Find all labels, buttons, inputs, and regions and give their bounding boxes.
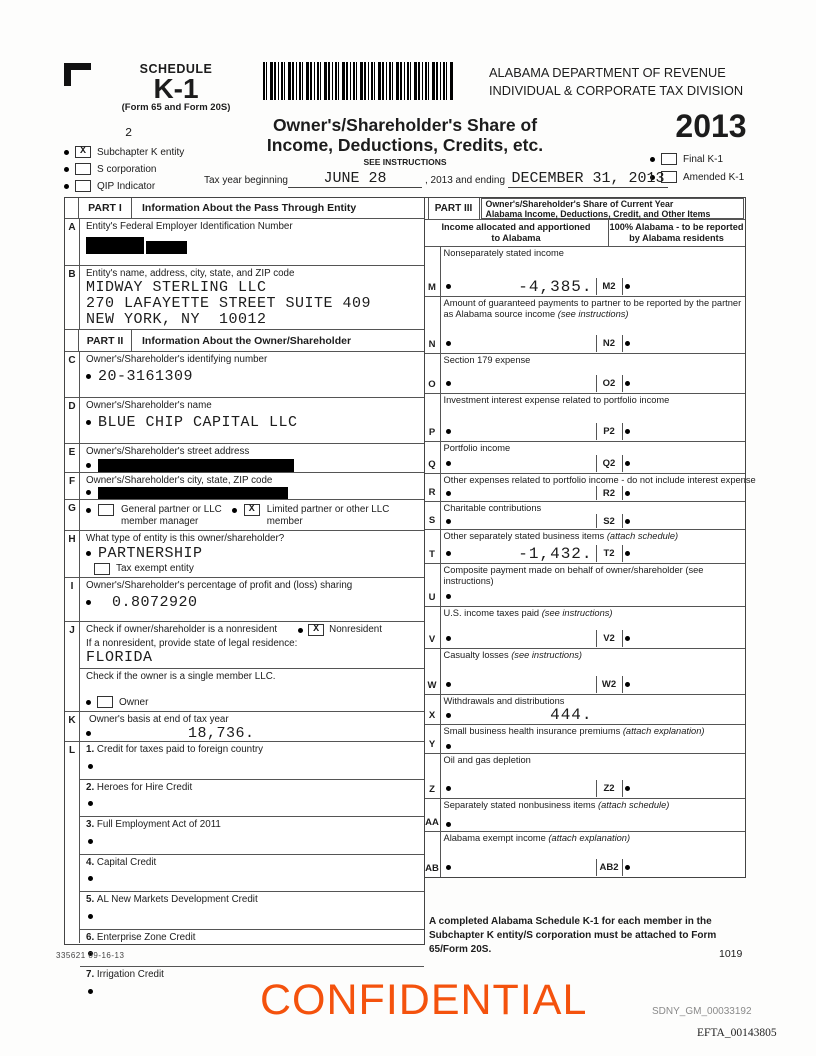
schedule-number: K-1 <box>153 73 199 104</box>
checkbox-icon <box>75 163 91 175</box>
entity-type-checkboxes <box>64 146 184 192</box>
row-desc: Oil and gas depletion <box>443 755 531 765</box>
part3-row-o: O Section 179 expense O2 <box>425 354 745 394</box>
bullet-icon <box>232 508 237 513</box>
part3-row-s: S Charitable contributions S2 <box>425 502 745 530</box>
bullet-icon <box>625 865 630 870</box>
checkbox-icon <box>98 504 114 516</box>
see-instructions: SEE INSTRUCTIONS <box>363 157 447 167</box>
part3-column-headers: Income allocated and apportioned to Alabama 100% Alabama - to be reported by Alabama residents <box>425 220 745 247</box>
row-desc: Amount of guaranteed payments to partner to be reported by the partner as Alabama source income (see instructions) <box>443 298 742 319</box>
checkbox-final-k1: Final K-1 <box>650 153 744 165</box>
part2-header: PART II Information About the Owner/Shareholder <box>65 330 424 352</box>
tax-year-end-value: DECEMBER 31, 2013 <box>508 171 668 188</box>
part3-row-u: U Composite payment made on behalf of owner/shareholder (see instructions) <box>425 564 745 607</box>
bullet-icon <box>446 786 451 791</box>
field-l-credits: L 1. Credit for taxes paid to foreign country 2. Heroes for Hire Credit 3. Full Employment Act of 2011 4. Capital Credit 5. AL New Markets Development Credit 6. Enterprise Zone Credit 7. Irrigation Credit <box>65 742 424 943</box>
bullet-icon <box>650 157 655 162</box>
part3-panel <box>425 197 756 878</box>
print-form-code: 335621 09-16-13 <box>56 951 125 960</box>
part3-row-aa: AA Separately stated nonbusiness items (attach schedule) <box>425 799 745 832</box>
agency-header <box>489 64 743 100</box>
checkbox-icon: X <box>75 146 91 158</box>
bullet-icon <box>86 731 91 736</box>
agency-line2: INDIVIDUAL & CORPORATE TAX DIVISION <box>489 83 744 98</box>
bullet-icon <box>446 594 451 599</box>
part3-row-t: T Other separately stated business items (attach schedule) -1,432. T2 <box>425 530 745 564</box>
redaction-box <box>98 487 288 499</box>
part3-row-w: W Casualty losses (see instructions) W2 <box>425 649 745 695</box>
checkbox-icon <box>75 180 91 192</box>
owner-entity-type: PARTNERSHIP <box>98 544 203 562</box>
limited-partner-option: X Limited partner or other LLC member <box>232 504 390 528</box>
form-note: (Form 65 and Form 20S) <box>121 102 231 113</box>
row-desc: Withdrawals and distributions <box>443 696 565 706</box>
form-title: Owner's/Shareholder's Share of Income, Deductions, Credits, etc. <box>266 115 544 155</box>
profit-loss-percentage: 0.8072920 <box>112 593 198 611</box>
row-value: -4,385. <box>518 277 593 296</box>
field-b-entity-name-address: B Entity's name, address, city, state, and ZIP code MIDWAY STERLING LLC 270 LAFAYETTE STREET SUITE 409 NEW YORK, NY 10012 <box>65 266 424 330</box>
row-desc: Other separately stated business items (attach schedule) <box>443 531 679 541</box>
checkbox-amended-k1: Amended K-1 <box>650 171 744 183</box>
row-desc: Casualty losses (see instructions) <box>443 650 582 660</box>
tax-year-mid: , 2013 and ending <box>424 175 506 186</box>
part3-row-p: P Investment interest expense related to portfolio income P2 <box>425 394 745 442</box>
barcode <box>263 62 453 100</box>
row-desc: Section 179 expense <box>443 355 531 365</box>
bullet-icon <box>446 491 451 496</box>
part3-row-r: R Other expenses related to portfolio income - do not include interest expense R2 <box>425 474 745 502</box>
bullet-icon <box>446 865 451 870</box>
entity-address: 270 LAFAYETTE STREET SUITE 409 <box>86 294 372 312</box>
part3-row-x: X Withdrawals and distributions 444. <box>425 695 745 725</box>
page-indicator: 2 <box>125 126 133 140</box>
schedule-block <box>118 62 234 113</box>
part3-row-v: V U.S. income taxes paid (see instructions) V2 <box>425 607 745 649</box>
row-desc: Alabama exempt income (attach explanation) <box>443 833 631 843</box>
bullet-icon <box>88 914 93 919</box>
bullet-icon <box>625 381 630 386</box>
part1-header: PART I Information About the Pass Through Entity <box>65 198 424 219</box>
owner-name: BLUE CHIP CAPITAL LLC <box>98 413 298 431</box>
bullet-icon <box>625 519 630 524</box>
field-h-entity-type: H What type of entity is this owner/shareholder? PARTNERSHIP Tax exempt entity <box>65 531 424 578</box>
bullet-icon <box>625 461 630 466</box>
credit-item: 4. Capital Credit <box>80 854 424 892</box>
row-desc: Nonseparately stated income <box>443 248 564 258</box>
bullet-icon <box>88 839 93 844</box>
owner-basis-value: 18,736. <box>188 724 255 742</box>
bullet-icon <box>446 744 451 749</box>
bullet-icon <box>625 682 630 687</box>
row-value: -1,432. <box>518 544 593 563</box>
bates-number-sdny: SDNY_GM_00033192 <box>652 1006 752 1017</box>
credit-item: 6. Enterprise Zone Credit <box>80 929 424 967</box>
bullet-icon <box>64 184 69 189</box>
field-j-nonresident: J Check if owner/shareholder is a nonresident X Nonresident If a nonresident, provide state of legal residence: FLORIDA Check if the owner is a single member LLC. Owner <box>65 622 424 712</box>
bullet-icon <box>88 801 93 806</box>
bullet-icon <box>446 284 451 289</box>
bullet-icon <box>446 519 451 524</box>
entity-city-state-zip: NEW YORK, NY 10012 <box>86 310 267 328</box>
row-value: 444. <box>550 706 593 724</box>
row-desc: U.S. income taxes paid (see instructions) <box>443 608 613 618</box>
part3-row-q: Q Portfolio income Q2 <box>425 442 745 474</box>
row-desc: Separately stated nonbusiness items (attach schedule) <box>443 800 670 810</box>
bullet-icon <box>86 374 91 379</box>
row-desc: Composite payment made on behalf of owner/shareholder (see instructions) <box>443 565 704 586</box>
bullet-icon <box>446 381 451 386</box>
bullet-icon <box>88 764 93 769</box>
checkbox-icon <box>661 153 677 165</box>
checkbox-subchapter-k: X Subchapter K entity <box>64 146 184 158</box>
bullet-icon <box>625 786 630 791</box>
bullet-icon <box>88 876 93 881</box>
row-desc: Charitable contributions <box>443 503 542 513</box>
general-partner-option: General partner or LLC member manager <box>86 504 222 528</box>
checkbox-icon <box>97 696 113 708</box>
part3-row-z: Z Oil and gas depletion Z2 <box>425 754 745 799</box>
bullet-icon <box>446 636 451 641</box>
part3-row-n: N Amount of guaranteed payments to partner to be reported by the partner as Alabama source income (see instructions) N2 <box>425 297 745 354</box>
form-page-number: 1019 <box>719 948 743 960</box>
field-d-owner-name: D Owner's/Shareholder's name BLUE CHIP CAPITAL LLC <box>65 398 424 444</box>
checkbox-icon: X <box>308 624 324 636</box>
bates-number-efta: EFTA_00143805 <box>697 1027 777 1039</box>
bullet-icon <box>625 284 630 289</box>
agency-line1: ALABAMA DEPARTMENT OF REVENUE <box>489 65 726 80</box>
corner-registration-mark <box>64 63 91 86</box>
part3-row-m: M Nonseparately stated income -4,385. M2 <box>425 247 745 297</box>
checkbox-icon <box>94 563 110 575</box>
bullet-icon <box>86 490 91 495</box>
row-desc: Investment interest expense related to portfolio income <box>443 395 670 405</box>
bullet-icon <box>625 429 630 434</box>
part3-row-y: Y Small business health insurance premiums (attach explanation) <box>425 725 745 754</box>
bullet-icon <box>446 341 451 346</box>
bullet-icon <box>446 822 451 827</box>
field-f-city-state-zip: F Owner's/Shareholder's city, state, ZIP code <box>65 473 424 500</box>
field-k-owner-basis: K Owner's basis at end of tax year 18,736. <box>65 712 424 742</box>
row-desc: Small business health insurance premiums (attach explanation) <box>443 726 705 736</box>
tax-year-prefix: Tax year beginning <box>204 175 288 186</box>
field-i-profit-percentage: I Owner's/Shareholder's percentage of profit and (loss) sharing 0.8072920 <box>65 578 424 622</box>
credit-item: 1. Credit for taxes paid to foreign country <box>80 742 424 779</box>
row-desc: Other expenses related to portfolio income - do not include interest expense <box>443 475 756 485</box>
bullet-icon <box>625 341 630 346</box>
bullet-icon <box>86 600 91 605</box>
bullet-icon <box>625 636 630 641</box>
schedule-label: SCHEDULE <box>139 62 213 76</box>
entity-name: MIDWAY STERLING LLC <box>86 278 267 296</box>
redaction-box <box>146 241 187 254</box>
tax-year-line <box>204 171 668 188</box>
field-e-street-address: E Owner's/Shareholder's street address <box>65 444 424 473</box>
owner-id-number: 20-3161309 <box>98 367 194 385</box>
row-desc: Portfolio income <box>443 443 511 453</box>
part3-header: PART III Owner's/Shareholder's Share of Current Year Alabama Income, Deductions, Credit, and Other Items <box>425 198 745 220</box>
bullet-icon <box>625 491 630 496</box>
bullet-icon <box>446 461 451 466</box>
part3-row-ab: AB Alabama exempt income (attach explanation) AB2 <box>425 832 745 877</box>
bullet-icon <box>446 429 451 434</box>
checkbox-s-corporation: S corporation <box>64 163 184 175</box>
bullet-icon <box>446 551 451 556</box>
credit-item: 2. Heroes for Hire Credit <box>80 779 424 817</box>
credit-item: 7. Irrigation Credit <box>80 966 424 1004</box>
bullet-icon <box>86 700 91 705</box>
credit-item: 3. Full Employment Act of 2011 <box>80 816 424 854</box>
state-of-residence: FLORIDA <box>86 648 153 666</box>
bullet-icon <box>86 551 91 556</box>
bullet-icon <box>86 463 91 468</box>
bullet-icon <box>64 167 69 172</box>
tax-year-begin-value: JUNE 28 <box>288 171 422 188</box>
bullet-icon <box>64 150 69 155</box>
bullet-icon <box>86 508 91 513</box>
bullet-icon <box>298 628 303 633</box>
checkbox-icon: X <box>244 504 260 516</box>
field-g-partner-type: G General partner or LLC member manager X Limited partner or other LLC member <box>65 500 424 531</box>
field-a-fein: A Entity's Federal Employer Identification Number <box>65 219 424 266</box>
bullet-icon <box>88 989 93 994</box>
bullet-icon <box>86 420 91 425</box>
confidential-stamp: CONFIDENTIAL <box>260 976 588 1024</box>
credit-item: 5. AL New Markets Development Credit <box>80 891 424 929</box>
redaction-box <box>86 237 144 254</box>
bullet-icon <box>446 713 451 718</box>
redaction-box <box>98 459 294 472</box>
field-c-identifying-number: C Owner's/Shareholder's identifying number 20-3161309 <box>65 352 424 398</box>
checkbox-qip-indicator: QIP Indicator <box>64 180 184 192</box>
bullet-icon <box>625 551 630 556</box>
tax-year-badge: 2013 <box>675 108 747 144</box>
bullet-icon <box>446 682 451 687</box>
attachment-note: A completed Alabama Schedule K-1 for each member in the Subchapter K entity/S corporation must be attached to Form 65/Form 20S. <box>429 916 717 955</box>
